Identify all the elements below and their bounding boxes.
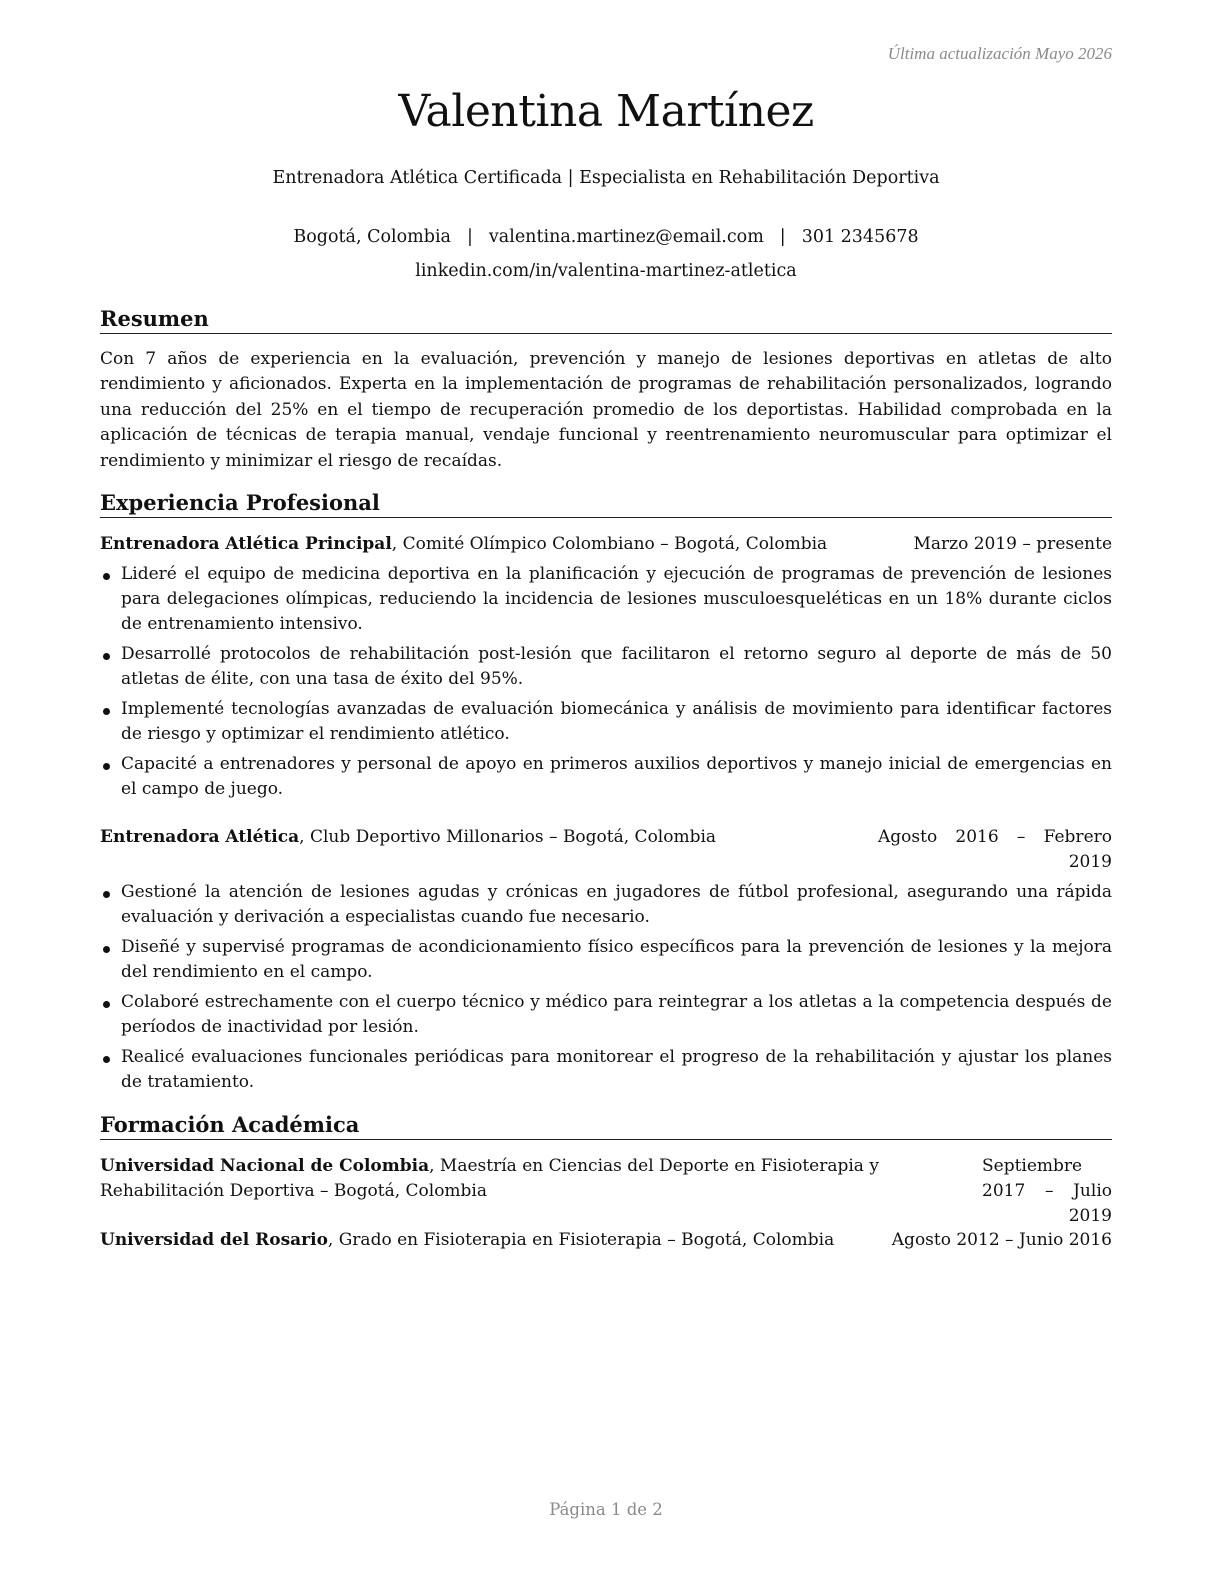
summary-text: Con 7 años de experiencia en la evaluación, prevención y manejo de lesiones deportivas en atletas de alto rendimiento y aficionados. Experta en la implementación de programas de rehabilitación personalizados, logrando una reducción del 25% en el tiempo de recuperación promedio de los deportistas. Habilidad comprobada en la aplicación de técnicas de terapia manual, vendaje funcional y reentrenamiento neuromuscular para optimizar el rendimiento y minimizar el riesgo de recaídas.	[100, 349, 1112, 471]
education-dates: Septiembre 2017 – Julio 2019	[982, 1156, 1112, 1226]
job-role: Entrenadora Atlética	[100, 827, 300, 847]
contact-email[interactable]: valentina.martinez@email.com	[488, 227, 764, 247]
education-school: Universidad del Rosario	[100, 1230, 328, 1250]
list-item: Diseñé y supervisé programas de acondicionamiento físico específicos para la prevención de lesiones y la mejora del rendimiento en el campo.	[100, 935, 1112, 985]
job-header	[100, 532, 1112, 557]
job-bullets	[100, 880, 1112, 1100]
contact-location: Bogotá, Colombia	[293, 227, 451, 247]
job-dates: Marzo 2019 – presente	[913, 534, 1112, 554]
list-item: Lideré el equipo de medicina deportiva en la planificación y ejecución de programas de prevención de lesiones para delegaciones olímpicas, reduciendo la incidencia de lesiones musculoesqueléticas en un 18% durante ciclos de entrenamiento intensivo.	[100, 562, 1112, 637]
contact-separator: |	[779, 227, 786, 247]
contact-phone: 301 2345678	[801, 227, 919, 247]
list-item: Desarrollé protocolos de rehabilitación post-lesión que facilitaron el retorno seguro al deporte de más de 50 atletas de élite, con una tasa de éxito del 95%.	[100, 642, 1112, 692]
candidate-name: Valentina Martínez	[398, 86, 814, 137]
contact-line-1	[100, 220, 1112, 254]
list-item: Colaboré estrechamente con el cuerpo técnico y médico para reintegrar a los atletas a la competencia después de períodos de inactividad por lesión.	[100, 990, 1112, 1040]
bullet-icon	[103, 891, 110, 898]
bullet-icon	[103, 653, 110, 660]
contact-separator: |	[467, 227, 473, 247]
section-title-education: Formación Académica	[100, 1111, 1112, 1140]
bullet-icon	[103, 763, 110, 770]
bullet-icon	[103, 1001, 110, 1008]
bullet-icon	[103, 1056, 110, 1063]
last-updated: Última actualización Mayo 2026	[887, 44, 1112, 63]
job-org: , Comité Olímpico Colombiano – Bogotá, Colombia	[391, 534, 828, 554]
list-item: Capacité a entrenadores y personal de apoyo en primeros auxilios deportivos y manejo inicial de emergencias en el campo de juego.	[100, 752, 1112, 802]
list-item: Realicé evaluaciones funcionales periódicas para monitorear el progreso de la rehabilitación y ajustar los planes de tratamiento.	[100, 1045, 1112, 1095]
job-dates: Agosto 2016 – Febrero 2019	[878, 827, 1112, 872]
resume-page	[100, 0, 1112, 1584]
section-title-experience: Experiencia Profesional	[100, 489, 1112, 518]
contact-linkedin[interactable]: linkedin.com/in/valentina-martinez-atletica	[415, 261, 797, 281]
education-degree: , Maestría en Ciencias del Deporte en Fisioterapia y Rehabilitación Deportiva – Bogotá, Colombia	[100, 1156, 879, 1201]
list-item: Gestioné la atención de lesiones agudas y crónicas en jugadores de fútbol profesional, asegurando una rápida evaluación y derivación a especialistas cuando fue necesario.	[100, 880, 1112, 930]
contact-info	[100, 220, 1112, 288]
education-dates: Agosto 2012 – Junio 2016	[891, 1230, 1112, 1250]
job-bullets	[100, 562, 1112, 807]
bullet-icon	[103, 708, 110, 715]
section-title-summary: Resumen	[100, 305, 1112, 334]
job-org: , Club Deportivo Millonarios – Bogotá, Colombia	[299, 827, 717, 847]
page-number: Página 1 de 2	[549, 1500, 663, 1519]
job-role: Entrenadora Atlética Principal	[100, 534, 392, 554]
education-school: Universidad Nacional de Colombia	[100, 1156, 430, 1176]
list-item: Implementé tecnologías avanzadas de evaluación biomecánica y análisis de movimiento para identificar factores de riesgo y optimizar el rendimiento atlético.	[100, 697, 1112, 747]
bullet-icon	[103, 946, 110, 953]
candidate-subtitle: Entrenadora Atlética Certificada | Especialista en Rehabilitación Deportiva	[272, 168, 940, 188]
job-header	[100, 825, 1112, 875]
education-item	[100, 1154, 1112, 1229]
education-degree: , Grado en Fisioterapia en Fisioterapia – Bogotá, Colombia	[327, 1230, 835, 1250]
bullet-icon	[103, 573, 110, 580]
education-item	[100, 1228, 1112, 1253]
